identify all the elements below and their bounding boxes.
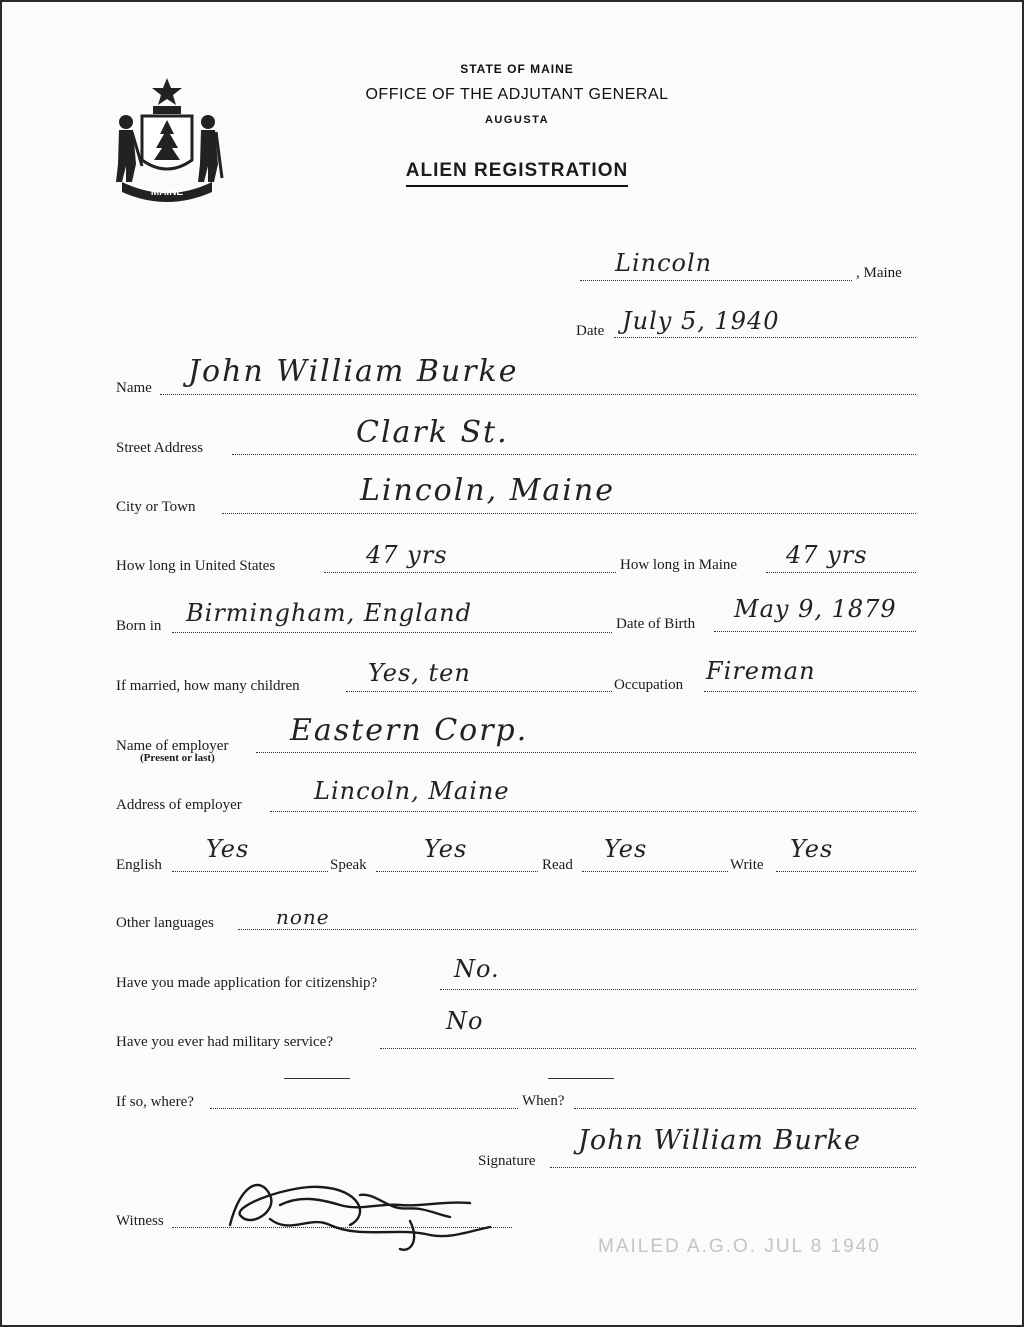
if-so-where-line xyxy=(210,1107,518,1109)
employer-value: Eastern Corp. xyxy=(290,713,529,748)
name-line xyxy=(160,393,916,395)
employer-address-line xyxy=(270,810,916,812)
name-label: Name xyxy=(116,380,152,396)
date-of-birth-line xyxy=(714,630,916,632)
employer-line xyxy=(256,751,916,753)
received-stamp: MAILED A.G.O. JUL 8 1940 xyxy=(598,1236,881,1257)
citizenship-label: Have you made application for citizenship? xyxy=(116,975,378,991)
read-value: Yes xyxy=(604,835,648,863)
street-address-line xyxy=(232,453,916,455)
born-in-line xyxy=(172,631,612,633)
witness-label: Witness xyxy=(116,1213,164,1229)
if-so-where-label: If so, where? xyxy=(116,1094,194,1110)
english-label: English xyxy=(116,857,162,873)
write-line xyxy=(776,870,916,872)
signature-line xyxy=(550,1166,916,1168)
other-languages-line xyxy=(238,928,916,930)
date-value: July 5, 1940 xyxy=(622,307,780,335)
seal-banner-text: MAINE xyxy=(150,187,184,198)
other-languages-label: Other languages xyxy=(116,915,214,931)
town-line xyxy=(580,279,852,281)
signature-label: Signature xyxy=(478,1153,536,1169)
occupation-label: Occupation xyxy=(614,677,684,693)
where-dash xyxy=(284,1078,350,1079)
when-line xyxy=(574,1107,916,1109)
employer-address-label: Address of employer xyxy=(116,797,242,813)
form-title: ALIEN REGISTRATION xyxy=(0,160,1024,182)
when-label: When? xyxy=(522,1093,565,1109)
speak-line xyxy=(376,870,538,872)
children-label: If married, how many children xyxy=(116,678,300,694)
state-name: STATE OF MAINE xyxy=(460,62,574,76)
speak-label: Speak xyxy=(330,857,367,873)
military-service-value: No xyxy=(446,1007,484,1035)
city-or-town-line xyxy=(222,512,916,514)
when-dash xyxy=(548,1078,614,1079)
born-in-label: Born in xyxy=(116,618,162,634)
signature-value: John William Burke xyxy=(578,1125,862,1156)
street-address-label: Street Address xyxy=(116,440,204,456)
city-or-town-label: City or Town xyxy=(116,499,196,515)
how-long-maine-label: How long in Maine xyxy=(620,557,738,573)
other-languages-value: none xyxy=(276,905,330,929)
read-label: Read xyxy=(542,857,573,873)
english-line xyxy=(172,870,328,872)
speak-value: Yes xyxy=(424,835,468,863)
name-value: John William Burke xyxy=(188,354,519,389)
born-in-value: Birmingham, England xyxy=(186,599,472,627)
how-long-us-line xyxy=(324,571,616,573)
write-label: Write xyxy=(730,857,764,873)
date-of-birth-label: Date of Birth xyxy=(616,616,696,632)
how-long-maine-line xyxy=(766,571,916,573)
read-line xyxy=(582,870,728,872)
how-long-us-value: 47 yrs xyxy=(366,541,448,569)
date-line xyxy=(614,336,916,338)
military-service-label: Have you ever had military service? xyxy=(116,1034,333,1050)
citizenship-value: No. xyxy=(454,955,500,983)
employer-sublabel: (Present or last) xyxy=(140,752,215,764)
city-or-town-value: Lincoln, Maine xyxy=(360,473,615,508)
citizenship-line xyxy=(440,988,916,990)
witness-signature xyxy=(170,1165,510,1255)
military-service-line xyxy=(380,1047,916,1049)
children-value: Yes, ten xyxy=(368,659,471,687)
date-label: Date xyxy=(576,323,605,339)
town-value: Lincoln xyxy=(615,249,713,277)
english-value: Yes xyxy=(206,835,250,863)
office-name: OFFICE OF THE ADJUTANT GENERAL xyxy=(365,86,669,103)
occupation-value: Fireman xyxy=(706,657,816,685)
occupation-line xyxy=(704,690,916,692)
street-address-value: Clark St. xyxy=(356,415,509,450)
how-long-us-label: How long in United States xyxy=(116,558,276,574)
children-line xyxy=(346,690,612,692)
write-value: Yes xyxy=(790,835,834,863)
employer-label: Name of employer xyxy=(116,738,229,754)
how-long-maine-value: 47 yrs xyxy=(786,541,868,569)
employer-address-value: Lincoln, Maine xyxy=(314,777,510,805)
date-of-birth-value: May 9, 1879 xyxy=(734,595,897,623)
town-suffix: , Maine xyxy=(856,265,902,281)
office-city: AUGUSTA xyxy=(484,114,550,126)
